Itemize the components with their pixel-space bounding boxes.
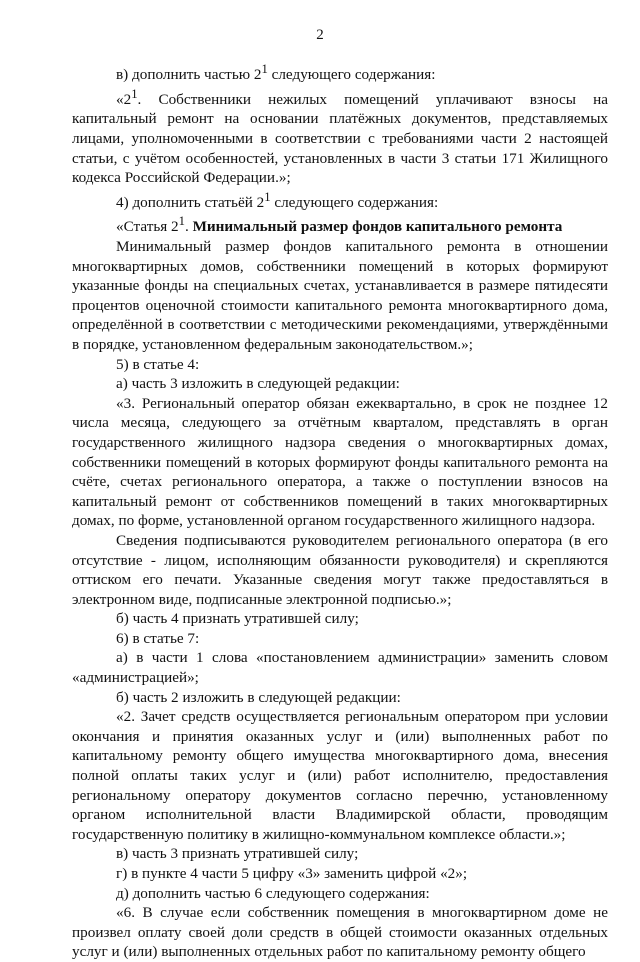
- paragraph-text: «Статья 2: [116, 218, 179, 236]
- paragraph-part-2-1: [72, 85, 608, 188]
- superscript: 1: [178, 214, 185, 229]
- paragraph-text: «2: [116, 90, 132, 108]
- paragraph-item-6g: г) в пункте 4 части 5 цифру «3» заменить цифрой «2»;: [116, 865, 468, 882]
- article-heading: [72, 212, 608, 237]
- page-number: 2: [316, 27, 324, 43]
- superscript: 1: [261, 62, 268, 76]
- paragraph-item-6a: а) в части 1 слова «постановлением администрации» заменить словом «администрацией»;: [72, 649, 608, 687]
- paragraph-item-5: 5) в статье 4:: [116, 355, 200, 373]
- paragraph-text: .: [184, 218, 193, 236]
- paragraph-item-6v: в) часть 3 признать утратившей силу;: [116, 845, 359, 863]
- paragraph-amend-v: [72, 60, 608, 85]
- article-title: Минимальный размер фондов капитального ремонта: [192, 218, 563, 236]
- paragraph-text: 4) дополнить статьёй 2: [116, 193, 265, 211]
- paragraph-item-6: 6) в статье 7:: [116, 629, 200, 647]
- superscript: 1: [131, 86, 138, 101]
- paragraph-item-4: [72, 188, 608, 213]
- paragraph-part-2: «2. Зачет средств осуществляется региональным оператором при условии окончания и принятия оказанных услуг и (или) выполненных работ по капитальному ремонту общего имущества многоквартирного дома, внесения полной оплаты таких услуг и (или) работ исполнителю, предоставления региональному оператору документов согласно перечню, установленному органом исполнительной власти Владимирской области, проводящим государственную политику в жилищно-коммунальном комплексе области.»;: [72, 708, 608, 843]
- paragraph-signing: Сведения подписываются руководителем регионального оператора (в его отсутствие - лицом, исполняющим обязанности руководителя) и скрепляются оттиском его печати. Указанные сведения могут также предоставляться в электронном виде, подписанные электронной подписью.»;: [72, 531, 608, 608]
- paragraph-item-5a: а) часть 3 изложить в следующей редакции:: [116, 375, 400, 393]
- paragraph-item-5b: б) часть 4 признать утратившей силу;: [116, 610, 359, 628]
- paragraph-text: следующего содержания:: [270, 193, 439, 211]
- paragraph-part-3: «3. Региональный оператор обязан ежеквартально, в срок не позднее 12 числа месяца, следующего за отчётным кварталом, представлять в орган государственного жилищного надзора сведения о многоквартирных домах, собственники помещений в которых формируют фонды капитального ремонта на счёте, счетах регионального оператора, а также о поступлении взносов на капитальный ремонт от собственников помещений в таких многоквартирных домах, по форме, установленной органом государственного жилищного надзора.: [72, 394, 608, 530]
- document-body: [72, 60, 608, 962]
- paragraph-part-6: «6. В случае если собственник помещения в многоквартирном доме не произвел оплату своей доли средств в общей стоимости оказанных отдельных услуг и (или) выполненных отдельных работ по капитальному ремонту общего: [72, 904, 608, 961]
- paragraph-min-fund: Минимальный размер фондов капитального ремонта в отношении многоквартирных домов, собственники помещений в которых формируют указанные фонды на специальных счетах, устанавливается в размере пятидесяти процентов оценочной стоимости капитального ремонта многоквартирного дома, определённой в соответствии с методическими рекомендациями, утверждёнными в порядке, установленном федеральным законодательством.»;: [72, 238, 608, 353]
- paragraph-text: . Собственники нежилых помещений уплачивают взносы на капитальный ремонт на основании платёжных документов, представляемых лицами, уполномоченными в соответствии с требованиями части 2 настоящей статьи, с учётом особенностей, установленных в части 3 статьи 171 Жилищного кодекса Российской Федерации.»;: [72, 90, 608, 187]
- paragraph-item-6d: д) дополнить частью 6 следующего содержания:: [116, 884, 430, 902]
- paragraph-item-6b: б) часть 2 изложить в следующей редакции:: [116, 688, 401, 706]
- paragraph-text: в) дополнить частью 2: [116, 66, 262, 84]
- paragraph-text: следующего содержания:: [267, 66, 436, 84]
- superscript: 1: [264, 189, 271, 204]
